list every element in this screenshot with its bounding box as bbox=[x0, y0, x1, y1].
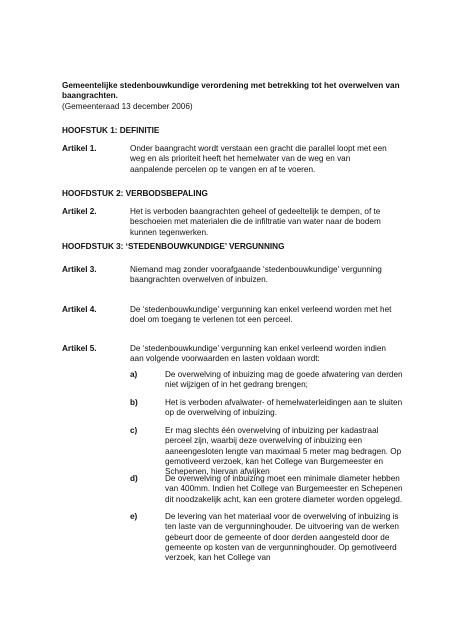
item-a-letter: a) bbox=[130, 370, 138, 379]
item-c-letter: c) bbox=[130, 426, 138, 435]
article-1-label: Artikel 1. bbox=[62, 144, 97, 153]
item-e-text: De levering van het materiaal voor de overwelving of inbuizing is ten laste van de vergunninghouder. De uitvoering van de werken gebeurt door de gemeente of door derden aangesteld door de gemeente op kosten van de vergunninghouder. Op gemotiveerd verzoek, kan het College van bbox=[165, 512, 399, 563]
item-d-text: De overwelving of inbuizing moet een minimale diameter hebben van 400mm. Indien het College van Burgemeester en Schepenen dit noodzakelijk acht, kan een grotere diameter worden opgelegd. bbox=[165, 474, 403, 504]
item-d-letter: d) bbox=[130, 474, 138, 483]
item-e-letter: e) bbox=[130, 512, 138, 521]
article-1-text: Onder baangracht wordt verstaan een gracht die parallel loopt met een weg en als prioriteit heeft het hemelwater van de weg en van aanpalende percelen op te vangen en af te voeren. bbox=[130, 144, 387, 174]
title-line: Gemeentelijke stedenbouwkundige verordening met betrekking tot het overwelven van baangrachten. bbox=[62, 81, 400, 101]
heading-chapter-3: HOOFDSTUK 3: ‘STEDENBOUWKUNDIGE’ VERGUNNING bbox=[62, 242, 285, 251]
article-5-label: Artikel 5. bbox=[62, 344, 97, 353]
article-4-text: De ‘stedenbouwkundige’ vergunning kan enkel verleend worden met het doel om toegang te verlenen tot een perceel. bbox=[130, 305, 392, 325]
item-a-text: De overwelving of inbuizing mag de goede afwatering van derden niet wijzigen of in het gedrang brengen; bbox=[165, 370, 403, 390]
item-c-text: Er mag slechts één overwelving of inbuizing per kadastraal perceel zijn, waarbij deze overwelving of inbuizing een aaneengesloten lengte van maximaal 5 meter mag bedragen. Op gemotiveerd verzoek, kan het College van Burgemeester en Schepenen, hiervan afwijken bbox=[165, 426, 402, 477]
heading-chapter-2: HOOFDSTUK 2: VERBODSBEPALING bbox=[62, 189, 208, 198]
article-3-text: Niemand mag zonder voorafgaande ‘stedenbouwkundige’ vergunning baangrachten overwelven of inbuizen. bbox=[130, 265, 382, 285]
article-2-text: Het is verboden baangrachten geheel of gedeeltelijk te dempen, of te beschoeien met materialen die de infiltratie van water naar de bodem kunnen tegenwerken. bbox=[130, 207, 381, 237]
article-2-label: Artikel 2. bbox=[62, 207, 97, 216]
heading-chapter-1: HOOFSTUK 1: DEFINITIE bbox=[62, 126, 160, 135]
item-b-letter: b) bbox=[130, 398, 138, 407]
article-5-text: De ‘stedenbouwkundige’ vergunning kan enkel verleend worden indien aan volgende voorwaarden en lasten voldaan wordt: bbox=[130, 344, 386, 364]
document-title bbox=[62, 81, 402, 112]
item-b-text: Het is verboden afvalwater- of hemelwaterleidingen aan te sluiten op de overwelving of inbuizing. bbox=[165, 398, 403, 418]
article-3-label: Artikel 3. bbox=[62, 265, 97, 274]
article-4-label: Artikel 4. bbox=[62, 305, 97, 314]
title-subtitle: (Gemeenteraad 13 december 2006) bbox=[62, 101, 193, 111]
